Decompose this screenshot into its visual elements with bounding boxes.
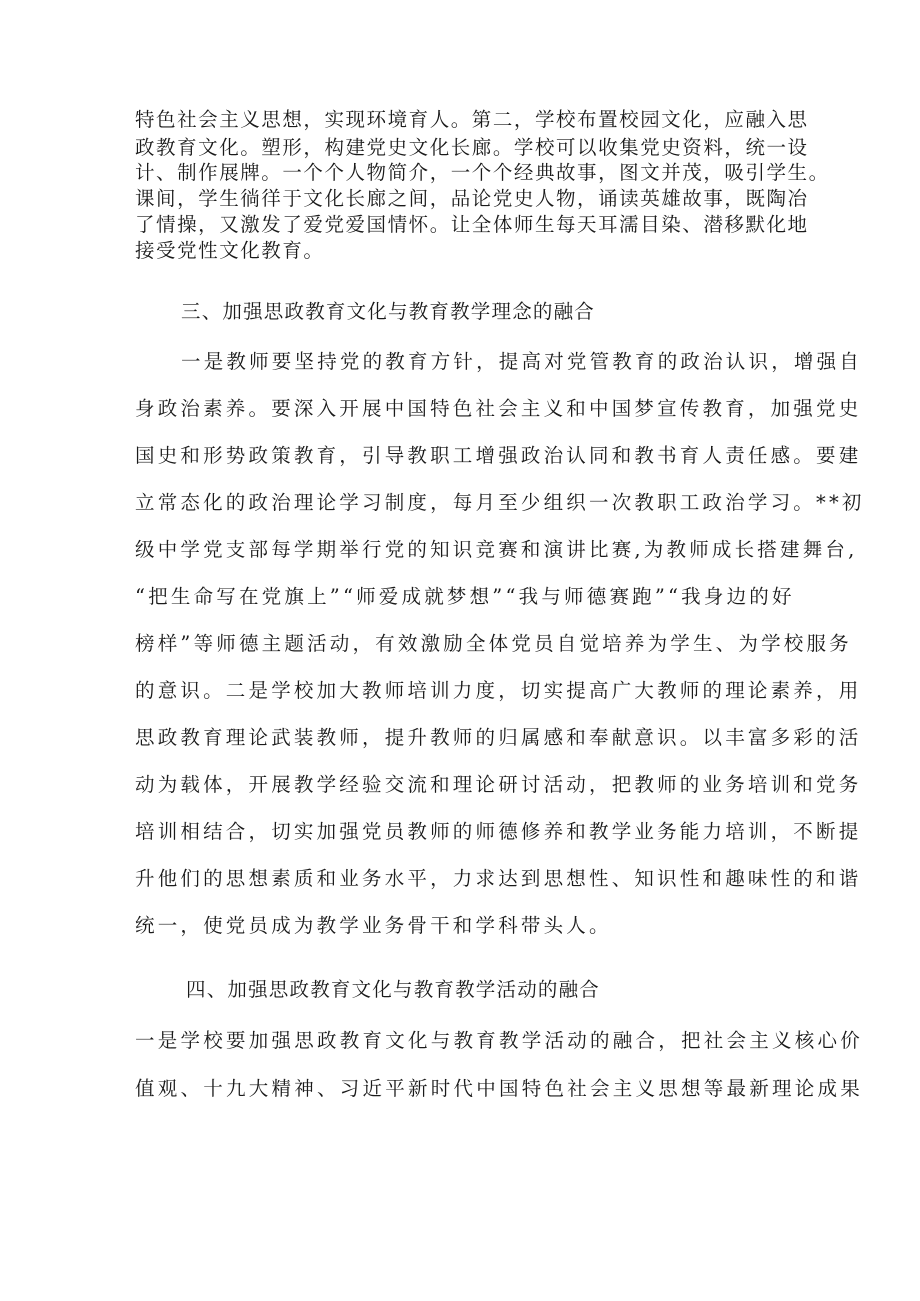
text-line: 立常态化的政治理论学习制度，每月至少组织一次教职工政治学习。**初 — [135, 491, 865, 514]
text-line: 计、制作展牌。一个个人物简介，一个个经典故事，图文并茂，吸引学生。 — [135, 161, 830, 184]
text-line: 的意识。二是学校加大教师培训力度，切实提高广大教师的理论素养，用 — [135, 679, 862, 702]
text-line: 国史和形势政策教育，引导教职工增强政治认同和教书育人责任感。要建 — [135, 444, 862, 467]
text-line: 一是学校要加强思政教育文化与教育教学活动的融合，把社会主义核心价 — [135, 1029, 864, 1052]
text-line: 培训相结合，切实加强党员教师的师德修养和教学业务能力培训，不断提 — [135, 820, 862, 843]
text-line: “把生命写在党旗上”“师爱成就梦想”“我与师德赛跑”“我身边的好 — [135, 585, 795, 608]
text-line: 课间，学生徜徉于文化长廊之间，品论党史人物，诵读英雄故事，既陶冶 — [135, 187, 809, 210]
text-line: 一是教师要坚持党的教育方针，提高对党管教育的政治认识，增强自 — [181, 350, 863, 373]
text-line: 政教育文化。塑形，构建党史文化长廊。学校可以收集党史资料，统一设 — [135, 136, 809, 159]
section-heading-3: 三、加强思政教育文化与教育教学理念的融合 — [181, 300, 596, 323]
text-line: 级中学党支部每学期举行党的知识竞赛和演讲比赛,为教师成长搭建舞台, — [135, 538, 858, 561]
text-line: 了情操，又激发了爱党爱国情怀。让全体师生每天耳濡目染、潜移默化地 — [135, 213, 809, 236]
text-line: 接受党性文化教育。 — [135, 239, 325, 262]
text-line: 升他们的思想素质和业务水平，力求达到思想性、知识性和趣味性的和谐 — [135, 867, 862, 890]
text-line: 动为载体，开展教学经验交流和理论研讨活动，把教师的业务培训和党务 — [135, 773, 862, 796]
text-line: 值观、十九大精神、习近平新时代中国特色社会主义思想等最新理论成果 — [135, 1077, 864, 1100]
text-line: 思政教育理论武装教师，提升教师的归属感和奉献意识。以丰富多彩的活 — [135, 726, 862, 749]
text-line: 统一，使党员成为教学业务骨干和学科带头人。 — [135, 914, 612, 937]
text-line: 榜样”等师德主题活动，有效激励全体党员自觉培养为学生、为学校服务 — [135, 632, 852, 655]
section-heading-4: 四、加强思政教育文化与教育教学活动的融合 — [186, 978, 601, 1001]
text-line: 特色社会主义思想，实现环境育人。第二，学校布置校园文化，应融入思 — [135, 108, 809, 131]
text-line: 身政治素养。要深入开展中国特色社会主义和中国梦宣传教育，加强党史 — [135, 397, 862, 420]
